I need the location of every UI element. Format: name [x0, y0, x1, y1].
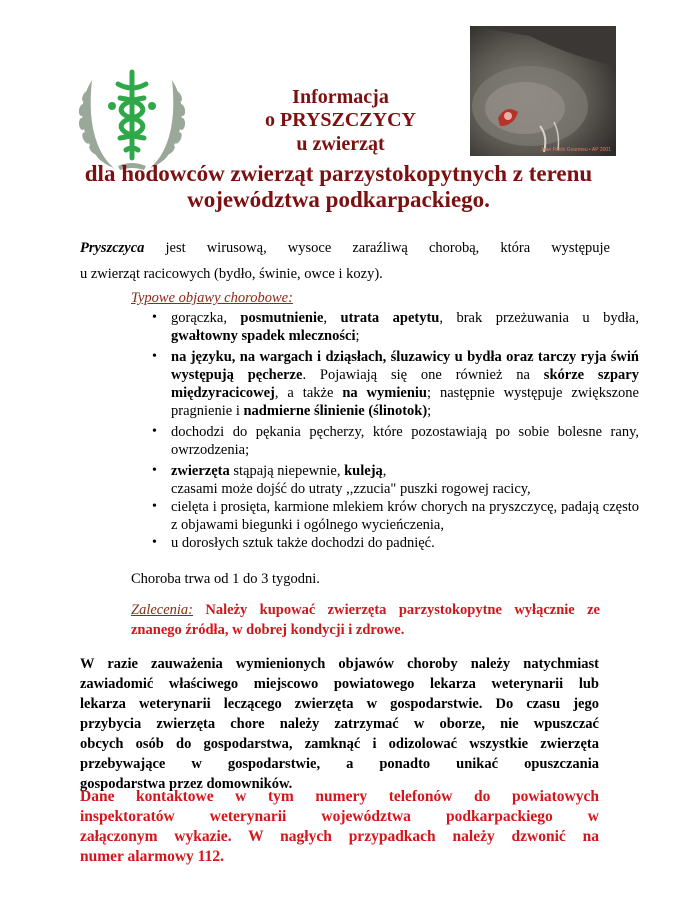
contact-line: załączonym wykazie. W nagłych przypadkach należy dzwonić na	[80, 828, 599, 845]
title-line-4: dla hodowców zwierząt parzystokopytnych z terenu	[84, 161, 593, 186]
main-line: W razie zauważenia wymienionych objawów choroby należy natychmiast	[80, 656, 599, 672]
contact-line: numer alarmowy 112.	[80, 848, 224, 865]
symptom-item: • dochodzi do pękania pęcherzy, które pozostawiają po sobie bolesne rany, owrzodzenia;	[171, 423, 639, 459]
main-instructions	[80, 654, 599, 794]
symptom-item: • cielęta i prosięta, karmione mlekiem krów chorych na pryszczycę, padają często z objawami biegunki i ogólnego wycieńczenia,	[171, 498, 639, 534]
title-line-1: Informacja	[292, 86, 389, 108]
symptom-item: • u dorosłych sztuk także dochodzi do padnięć.	[171, 534, 639, 552]
main-line: przebywające w gospodarstwie, a ponadto unikać opuszczania	[80, 756, 599, 772]
intro-line-1	[80, 235, 610, 261]
symptoms-heading: Typowe objawy chorobowe:	[131, 290, 293, 306]
symptom-item: • na języku, na wargach i dziąsłach, śluzawicy u bydła oraz tarczy ryja świń występują pęcherze. Pojawiają się one również na skórze szpary międzyracicowej, a także na wymieniu; następnie występuje zwiększone pragnienie i nadmierne ślinienie (ślinotok);	[171, 348, 639, 420]
contact-info	[80, 787, 599, 867]
symptoms-list	[131, 309, 639, 552]
main-line: obcych osób do gospodarstwa, zamknąć i odizolować wszystkie zwierzęta	[80, 736, 599, 752]
main-line: lekarza weterynarii leczącego zwierzęta w gospodarstwie. Do czasu jego	[80, 696, 599, 712]
symptom-item: • gorączka, posmutnienie, utrata apetytu, brak przeżuwania u bydła, gwałtowny spadek mleczności;	[171, 309, 639, 345]
main-line: przybycia zwierzęta chore należy zatrzymać w oborze, nie wpuszczać	[80, 716, 599, 732]
photo-credit: Jean Paolo Gourmeu • AP 2001	[540, 147, 611, 153]
main-line: gospodarstwa przez domowników.	[80, 776, 293, 792]
title-line-3: u zwierząt	[296, 133, 385, 155]
contact-line: Dane kontaktowe w tym numery telefonów do powiatowych	[80, 788, 599, 805]
intro-line-1-rest: jest wirusową, wysoce zaraźliwą chorobą, która występuje	[144, 240, 610, 256]
recommendation-label: Zalecenia:	[131, 602, 194, 618]
recommendation	[131, 600, 600, 640]
main-line: zawiadomić właściwego miejscowo powiatowego lekarza weterynarii lub	[80, 676, 599, 692]
contact-line: inspektoratów weterynarii województwa podkarpackiego w	[80, 808, 599, 825]
title-line-2-o: o PRYSZCZYCY	[265, 109, 416, 131]
intro-line-2: u zwierząt racicowych (bydło, świnie, owce i kozy).	[80, 266, 383, 282]
title-line-5: województwa podkarpackiego.	[187, 187, 490, 212]
recommendation-line-1: Zalecenia: Należy kupować zwierzęta parzystokopytne wyłącznie ze	[131, 602, 600, 618]
disease-term: Pryszczyca	[80, 240, 145, 256]
title-line-2	[0, 109, 677, 132]
intro-paragraph	[80, 235, 610, 287]
recommendation-line-2: znanego źródła, w dobrej kondycji i zdrowe.	[131, 622, 405, 638]
disease-duration: Choroba trwa od 1 do 3 tygodni.	[131, 571, 320, 587]
symptom-item: • zwierzęta stąpają niepewnie, kuleją, czasami może dojść do utraty ,,zzucia" puszki rogowej racicy,	[171, 462, 639, 498]
